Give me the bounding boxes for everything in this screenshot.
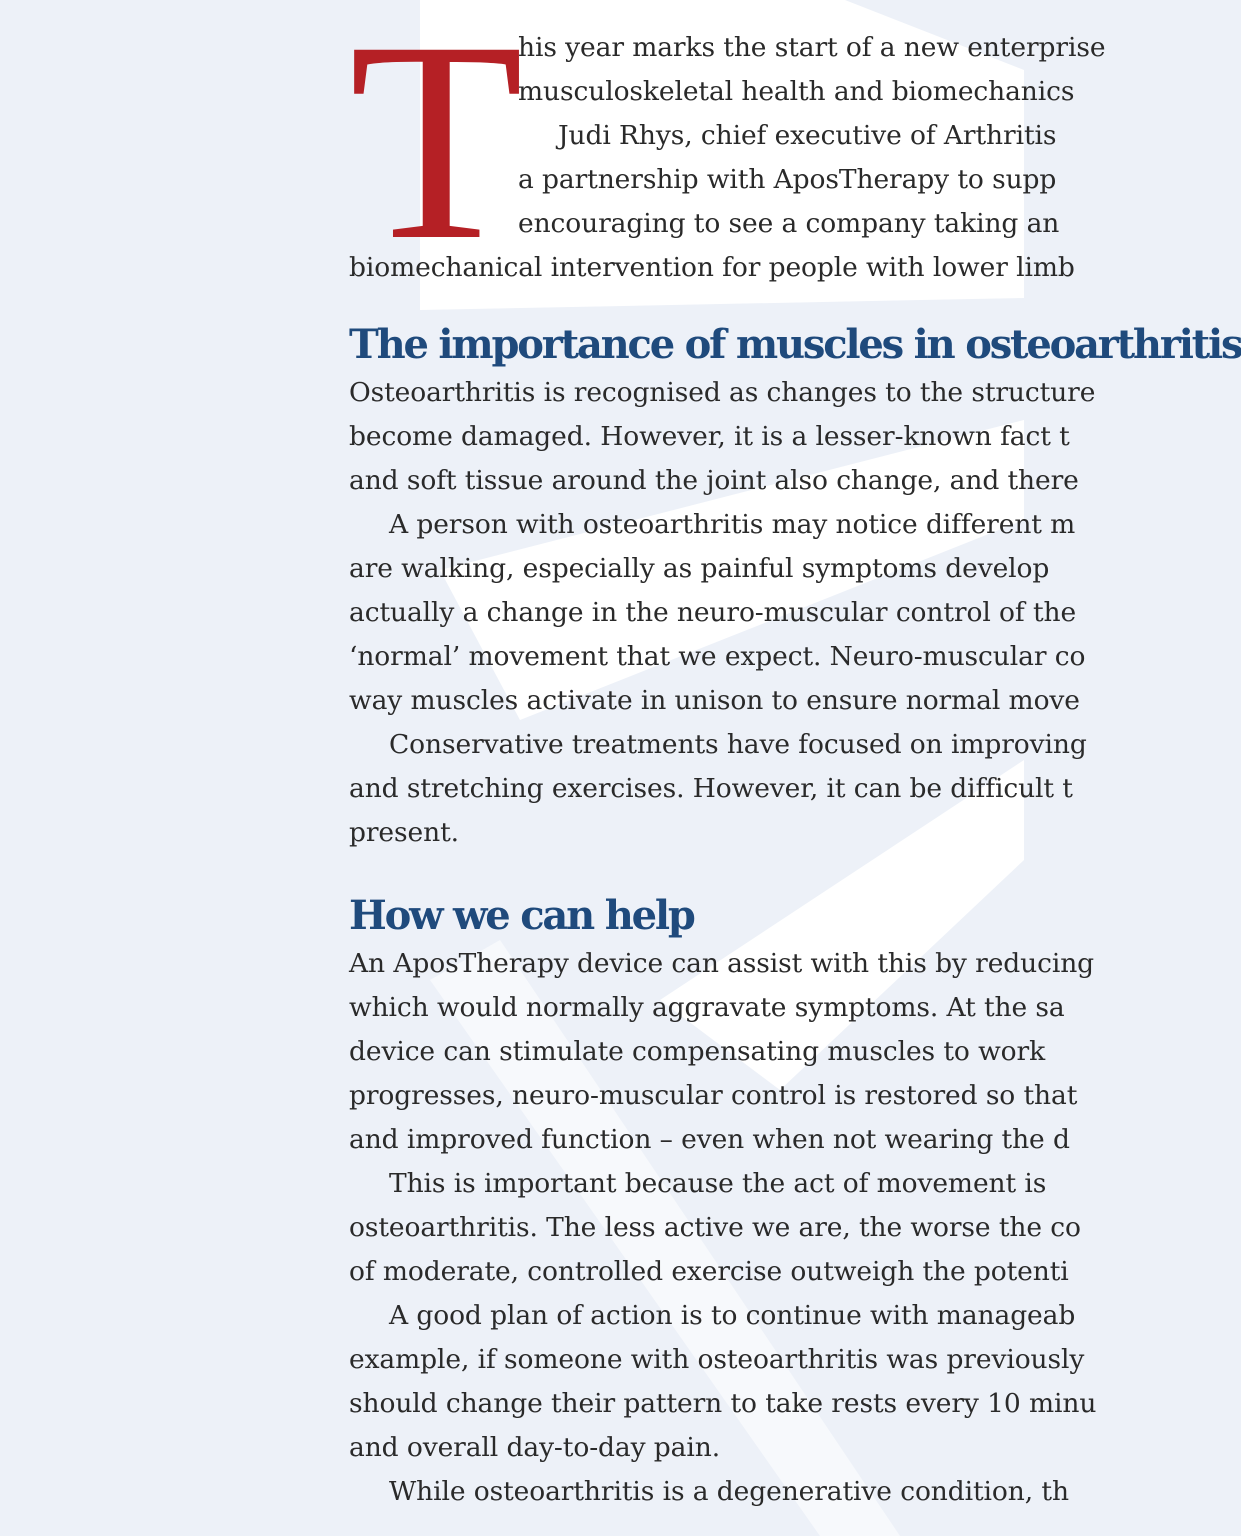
body-line: way muscles activate in unison to ensure normal move [349,685,1080,716]
body-line: A person with osteoarthritis may notice different m [389,509,1076,540]
body-line: actually a change in the neuro-muscular control of the [349,597,1077,628]
body-line: ‘normal’ movement that we expect. Neuro-muscular co [349,641,1086,672]
body-line: should change their pattern to take rests every 10 minu [349,1388,1097,1419]
body-line: and soft tissue around the joint also change, and there [349,465,1079,496]
intro-line: encouraging to see a company taking an [518,208,1060,239]
section2-paragraph [349,942,1109,1162]
intro-block [349,0,1109,299]
body-line: An AposTherapy device can assist with this by reducing [349,948,1095,979]
body-line: present. [349,817,459,848]
section1-paragraph [349,503,1109,723]
body-line: and overall day-to-day pain. [349,1432,721,1463]
body-line: of moderate, controlled exercise outweigh the potenti [349,1256,1069,1287]
intro-line: his year marks the start of a new enterprise [518,32,1106,63]
body-line: A good plan of action is to continue with manageab [389,1300,1076,1331]
section2-paragraph [349,1162,1109,1294]
section1-paragraph [349,371,1109,503]
drop-cap: T [349,0,524,299]
section-heading-help: How we can help [349,892,694,939]
body-line: are walking, especially as painful symptoms develop [349,553,1050,584]
body-line: and improved function – even when not wearing the d [349,1124,1070,1155]
section2-paragraph [349,1470,1109,1514]
body-line: osteoarthritis. The less active we are, the worse the co [349,1212,1081,1243]
body-line: Osteoarthritis is recognised as changes to the structure [349,377,1096,408]
intro-line: biomechanical intervention for people with lower limb [349,252,1075,283]
intro-line: Judi Rhys, chief executive of Arthritis [558,120,1057,151]
body-line: Conservative treatments have focused on improving [389,729,1087,760]
body-line: become damaged. However, it is a lesser-known fact t [349,421,1070,452]
body-line: device can stimulate compensating muscles to work [349,1036,1046,1067]
body-line: which would normally aggravate symptoms. At the sa [349,992,1065,1023]
section-heading-importance: The importance of muscles in osteoarthritis [349,321,1241,368]
article [349,0,1241,1514]
body-line: While osteoarthritis is a degenerative condition, th [389,1476,1069,1507]
body-line: example, if someone with osteoarthritis was previously [349,1344,1085,1375]
section1-paragraph [349,723,1109,855]
body-line: progresses, neuro-muscular control is restored so that [349,1080,1078,1111]
intro-line: musculoskeletal health and biomechanics [518,76,1075,107]
intro-line: a partnership with AposTherapy to supp [518,164,1057,195]
body-line: and stretching exercises. However, it can be difficult t [349,773,1073,804]
body-line: This is important because the act of movement is [389,1168,1047,1199]
section2-paragraph [349,1294,1109,1470]
